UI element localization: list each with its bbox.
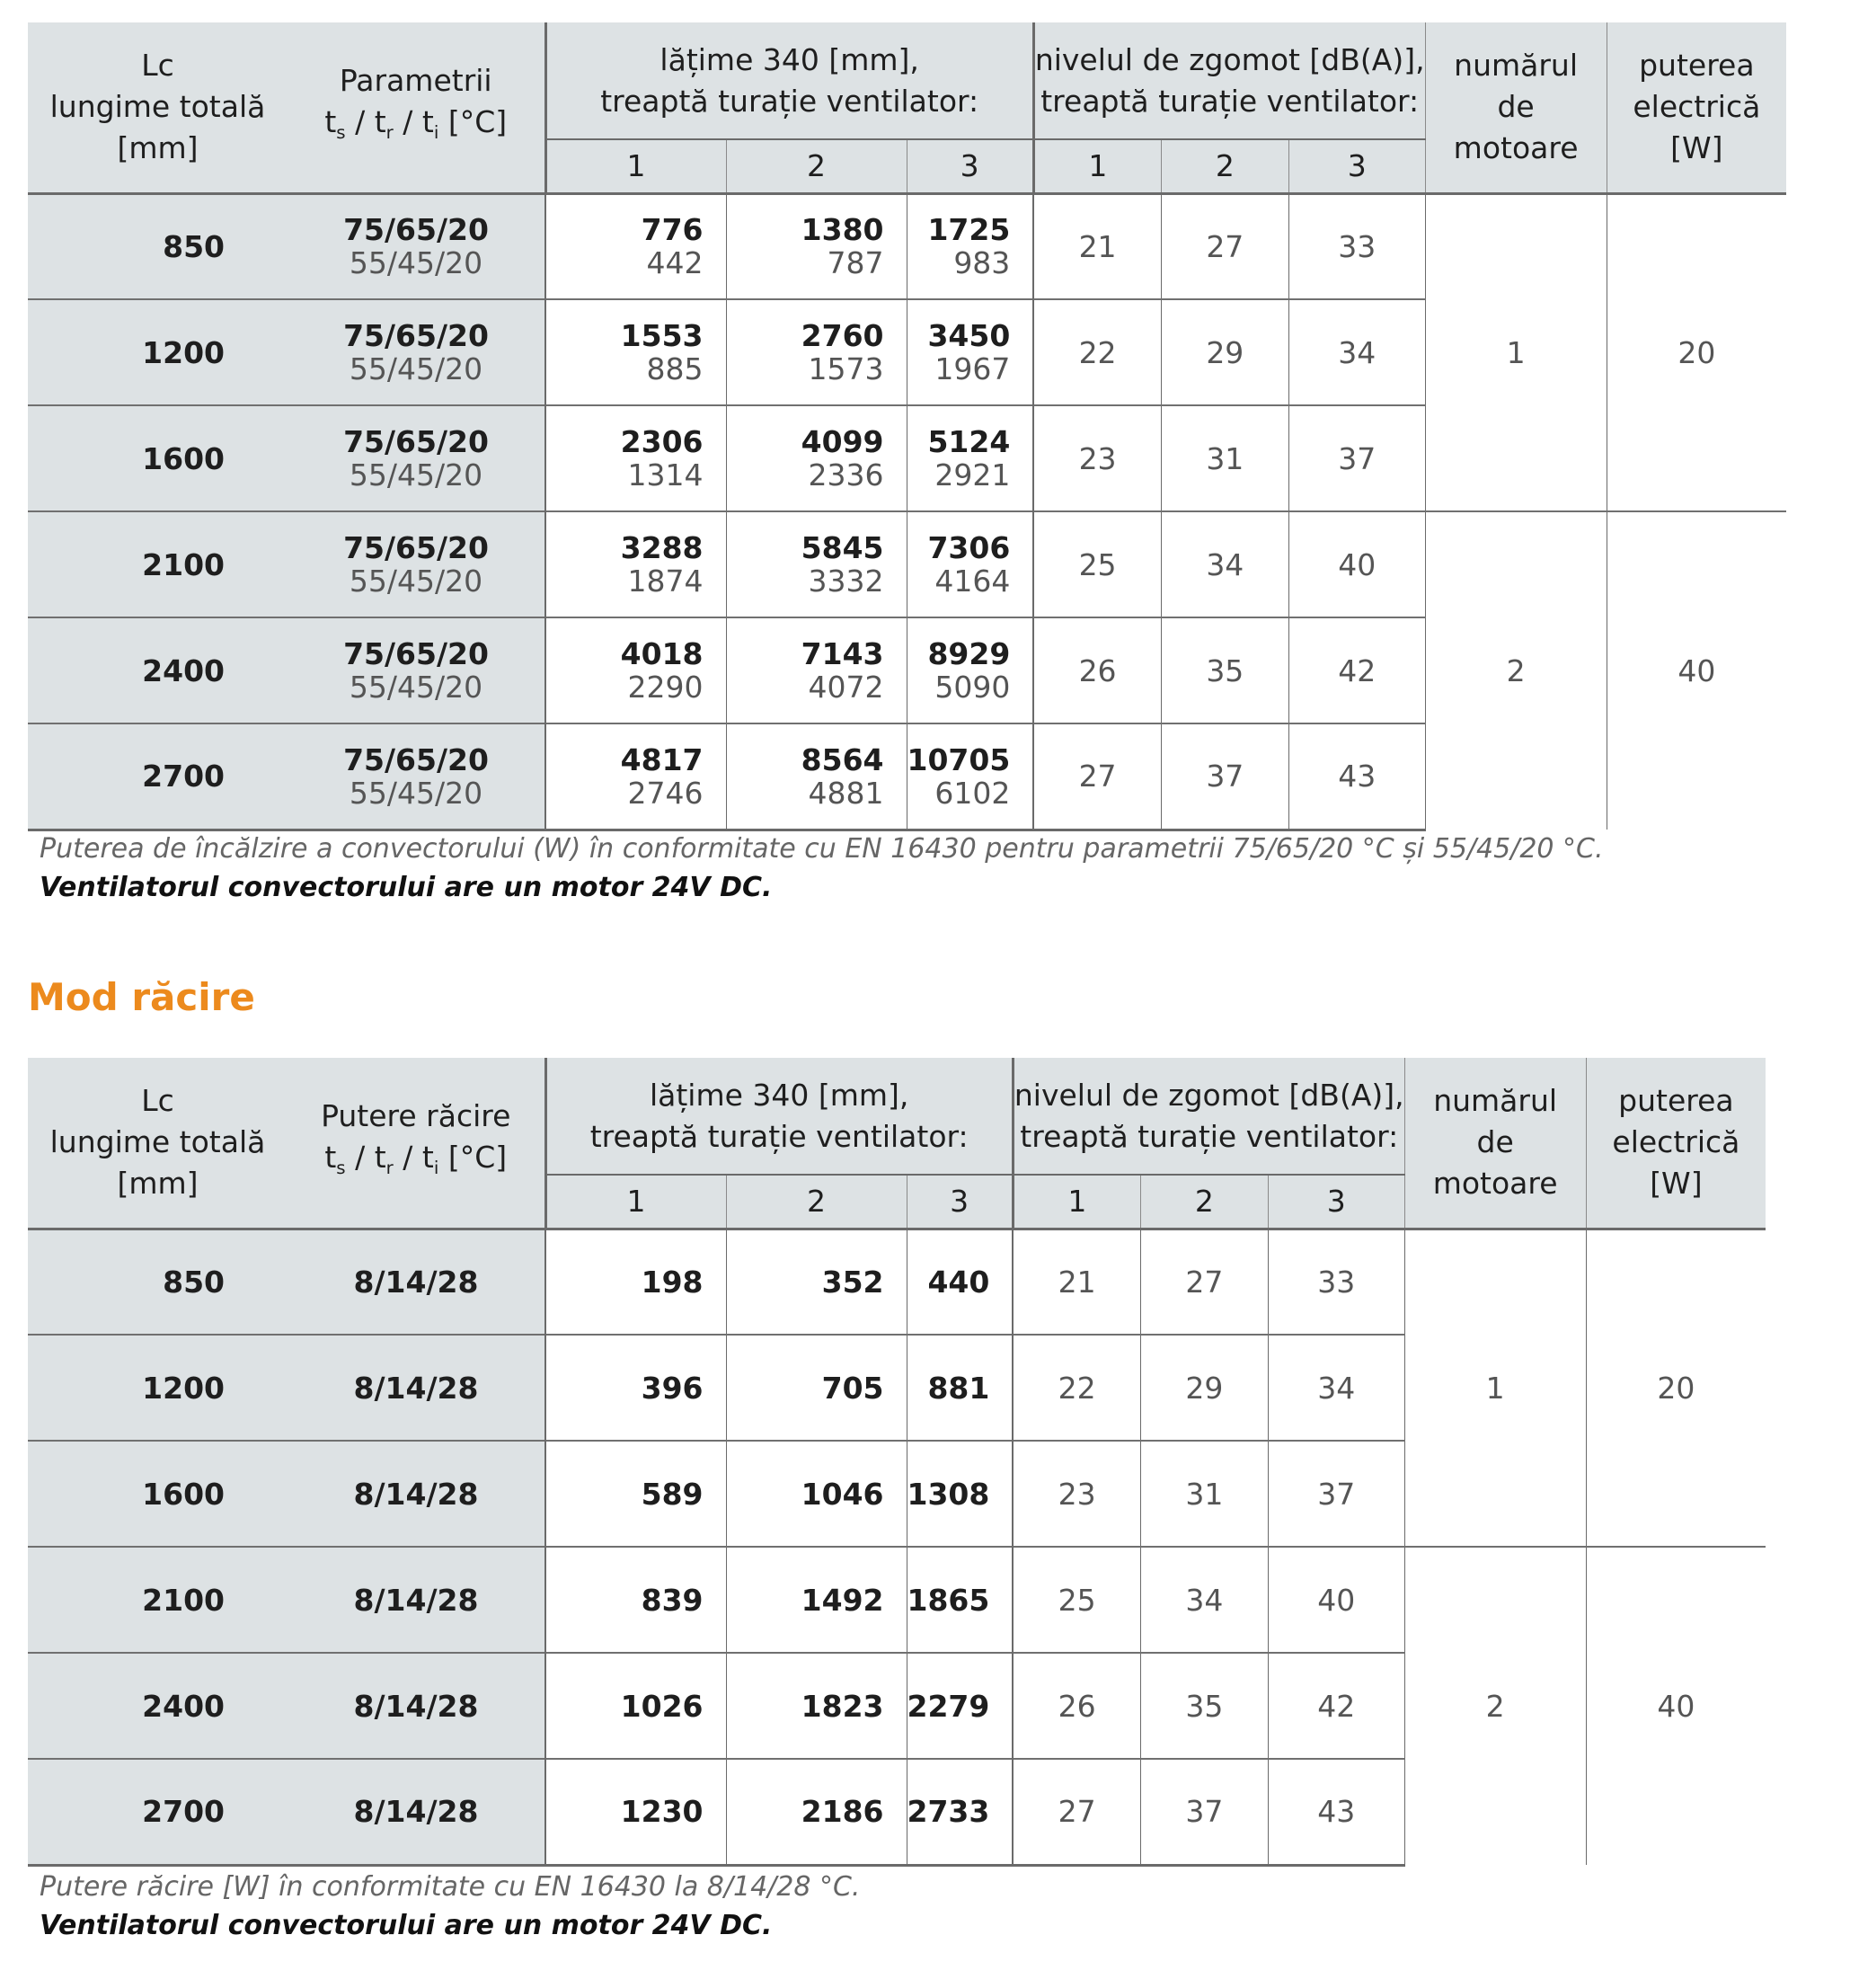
header-noise-speed-1: 1 [1013,1175,1140,1229]
cool-output-speed-3: 2279 [907,1653,1013,1759]
noise-speed-1: 27 [1033,723,1161,830]
heat-output-speed-1: 3288 1874 [545,511,726,617]
heat-output-speed-2: 5845 3332 [726,511,907,617]
heat-output-speed-1: 4018 2290 [545,617,726,723]
noise-speed-1: 27 [1013,1759,1140,1865]
cooling-motor-note: Ventilatorul convectorului are un motor 24V DC. [40,1910,773,1941]
header-speed-3: 3 [907,139,1033,193]
header-noise-speed-2: 2 [1140,1175,1268,1229]
lc-value: 1200 [28,299,288,405]
cool-output-speed-1: 1230 [545,1759,726,1865]
lc-value: 1200 [28,1335,288,1441]
heat-output-speed-3: 7306 4164 [907,511,1033,617]
lc-value: 850 [28,1229,288,1335]
cool-output-speed-1: 198 [545,1229,726,1335]
lc-value: 2400 [28,617,288,723]
header-noise-speed-2: 2 [1161,139,1288,193]
parameter-value: 8/14/28 [288,1229,545,1335]
header-speed-3: 3 [907,1175,1013,1229]
motor-count: 1 [1404,1229,1586,1547]
header-speed-1: 1 [545,1175,726,1229]
heating-table [28,22,1786,831]
noise-speed-2: 29 [1140,1335,1268,1441]
lc-value: 2700 [28,723,288,830]
parameter-value: 75/65/20 55/45/20 [288,299,545,405]
noise-speed-1: 23 [1013,1441,1140,1547]
noise-speed-2: 29 [1161,299,1288,405]
parameter-value: 75/65/20 55/45/20 [288,511,545,617]
noise-speed-2: 31 [1140,1441,1268,1547]
header-speed-2: 2 [726,1175,907,1229]
cool-output-speed-2: 1823 [726,1653,907,1759]
motor-count: 2 [1404,1547,1586,1865]
cool-output-speed-1: 589 [545,1441,726,1547]
noise-speed-3: 43 [1268,1759,1404,1865]
heating-motor-note: Ventilatorul convectorului are un motor 24V DC. [40,872,773,903]
cool-output-speed-3: 881 [907,1335,1013,1441]
cool-output-speed-1: 1026 [545,1653,726,1759]
noise-speed-2: 37 [1161,723,1288,830]
lc-value: 2100 [28,511,288,617]
parameter-value: 75/65/20 55/45/20 [288,723,545,830]
heat-output-speed-3: 5124 2921 [907,405,1033,511]
noise-speed-3: 33 [1288,193,1425,299]
heat-output-speed-3: 10705 6102 [907,723,1033,830]
motor-count: 1 [1425,193,1607,511]
heat-output-speed-2: 4099 2336 [726,405,907,511]
noise-speed-2: 27 [1140,1229,1268,1335]
cool-output-speed-1: 396 [545,1335,726,1441]
noise-speed-3: 40 [1288,511,1425,617]
cooling-table [28,1058,1766,1867]
heat-output-speed-3: 8929 5090 [907,617,1033,723]
lc-value: 2100 [28,1547,288,1653]
noise-speed-3: 43 [1288,723,1425,830]
header-noise-speed-3: 3 [1288,139,1425,193]
noise-speed-3: 40 [1268,1547,1404,1653]
noise-speed-2: 27 [1161,193,1288,299]
header-noise-speed-1: 1 [1033,139,1161,193]
noise-speed-3: 34 [1268,1335,1404,1441]
noise-speed-3: 42 [1268,1653,1404,1759]
noise-speed-2: 35 [1140,1653,1268,1759]
parameter-value: 8/14/28 [288,1547,545,1653]
header-motor-count: numărul de motoare [1425,22,1607,193]
cool-output-speed-1: 839 [545,1547,726,1653]
lc-value: 1600 [28,1441,288,1547]
noise-speed-1: 21 [1013,1229,1140,1335]
table-row [28,1229,1766,1335]
header-noise: nivelul de zgomot [dB(A)], treaptă turație ventilator: [1033,22,1425,139]
noise-speed-3: 42 [1288,617,1425,723]
cool-output-speed-3: 1865 [907,1547,1013,1653]
parameter-value: 75/65/20 55/45/20 [288,405,545,511]
noise-speed-2: 31 [1161,405,1288,511]
noise-speed-1: 25 [1013,1547,1140,1653]
header-lc: Lc lungime totală [mm] [28,22,288,193]
electric-power: 40 [1607,511,1786,830]
cool-output-speed-2: 705 [726,1335,907,1441]
cool-output-speed-3: 440 [907,1229,1013,1335]
header-noise: nivelul de zgomot [dB(A)], treaptă turație ventilator: [1013,1058,1404,1175]
heat-output-speed-2: 7143 4072 [726,617,907,723]
noise-speed-2: 37 [1140,1759,1268,1865]
parameter-value: 75/65/20 55/45/20 [288,193,545,299]
lc-value: 850 [28,193,288,299]
lc-value: 1600 [28,405,288,511]
header-speed-2: 2 [726,139,907,193]
noise-speed-1: 25 [1033,511,1161,617]
table-row [28,193,1786,299]
noise-speed-3: 37 [1268,1441,1404,1547]
header-noise-speed-3: 3 [1268,1175,1404,1229]
noise-speed-2: 34 [1140,1547,1268,1653]
heat-output-speed-1: 1553 885 [545,299,726,405]
noise-speed-3: 34 [1288,299,1425,405]
parameter-value: 8/14/28 [288,1335,545,1441]
cooling-section-title: Mod răcire [28,975,255,1019]
parameter-value: 8/14/28 [288,1441,545,1547]
header-speed-1: 1 [545,139,726,193]
heat-output-speed-2: 8564 4881 [726,723,907,830]
parameter-value: 8/14/28 [288,1653,545,1759]
parameter-value: 75/65/20 55/45/20 [288,617,545,723]
table-row [28,1547,1766,1653]
electric-power: 20 [1607,193,1786,511]
motor-count: 2 [1425,511,1607,830]
noise-speed-2: 35 [1161,617,1288,723]
noise-speed-1: 22 [1033,299,1161,405]
cool-output-speed-3: 1308 [907,1441,1013,1547]
cool-output-speed-2: 2186 [726,1759,907,1865]
heat-output-speed-1: 4817 2746 [545,723,726,830]
heat-output-speed-3: 3450 1967 [907,299,1033,405]
noise-speed-1: 26 [1033,617,1161,723]
lc-value: 2400 [28,1653,288,1759]
header-electric-power: puterea electrică [W] [1607,22,1786,193]
noise-speed-2: 34 [1161,511,1288,617]
heating-footnote: Puterea de încălzire a convectorului (W) în conformitate cu EN 16430 pentru parametrii 75/65/20 °C și 55/45/20 °C. [40,833,1604,865]
header-width-speed: lățime 340 [mm], treaptă turație ventilator: [545,1058,1013,1175]
cool-output-speed-2: 352 [726,1229,907,1335]
heat-output-speed-1: 2306 1314 [545,405,726,511]
header-motor-count: numărul de motoare [1404,1058,1586,1229]
header-lc: Lc lungime totală [mm] [28,1058,288,1229]
cool-output-speed-2: 1492 [726,1547,907,1653]
noise-speed-1: 21 [1033,193,1161,299]
header-electric-power: puterea electrică [W] [1586,1058,1766,1229]
electric-power: 40 [1586,1547,1766,1865]
cool-output-speed-3: 2733 [907,1759,1013,1865]
cooling-footnote: Putere răcire [W] în conformitate cu EN 16430 la 8/14/28 °C. [40,1871,861,1903]
heat-output-speed-1: 776 442 [545,193,726,299]
electric-power: 20 [1586,1229,1766,1547]
cool-output-speed-2: 1046 [726,1441,907,1547]
noise-speed-1: 23 [1033,405,1161,511]
header-parameters: Parametrii $t_s / t_r / t_i$ [°C] [288,22,545,193]
table-row [28,511,1786,617]
noise-speed-1: 26 [1013,1653,1140,1759]
lc-value: 2700 [28,1759,288,1865]
heat-output-speed-3: 1725 983 [907,193,1033,299]
header-width-speed: lățime 340 [mm], treaptă turație ventilator: [545,22,1033,139]
parameter-value: 8/14/28 [288,1759,545,1865]
heat-output-speed-2: 1380 787 [726,193,907,299]
noise-speed-3: 37 [1288,405,1425,511]
noise-speed-3: 33 [1268,1229,1404,1335]
heat-output-speed-2: 2760 1573 [726,299,907,405]
noise-speed-1: 22 [1013,1335,1140,1441]
header-cooling-power: Putere răcire $t_s / t_r / t_i$ [°C] [288,1058,545,1229]
